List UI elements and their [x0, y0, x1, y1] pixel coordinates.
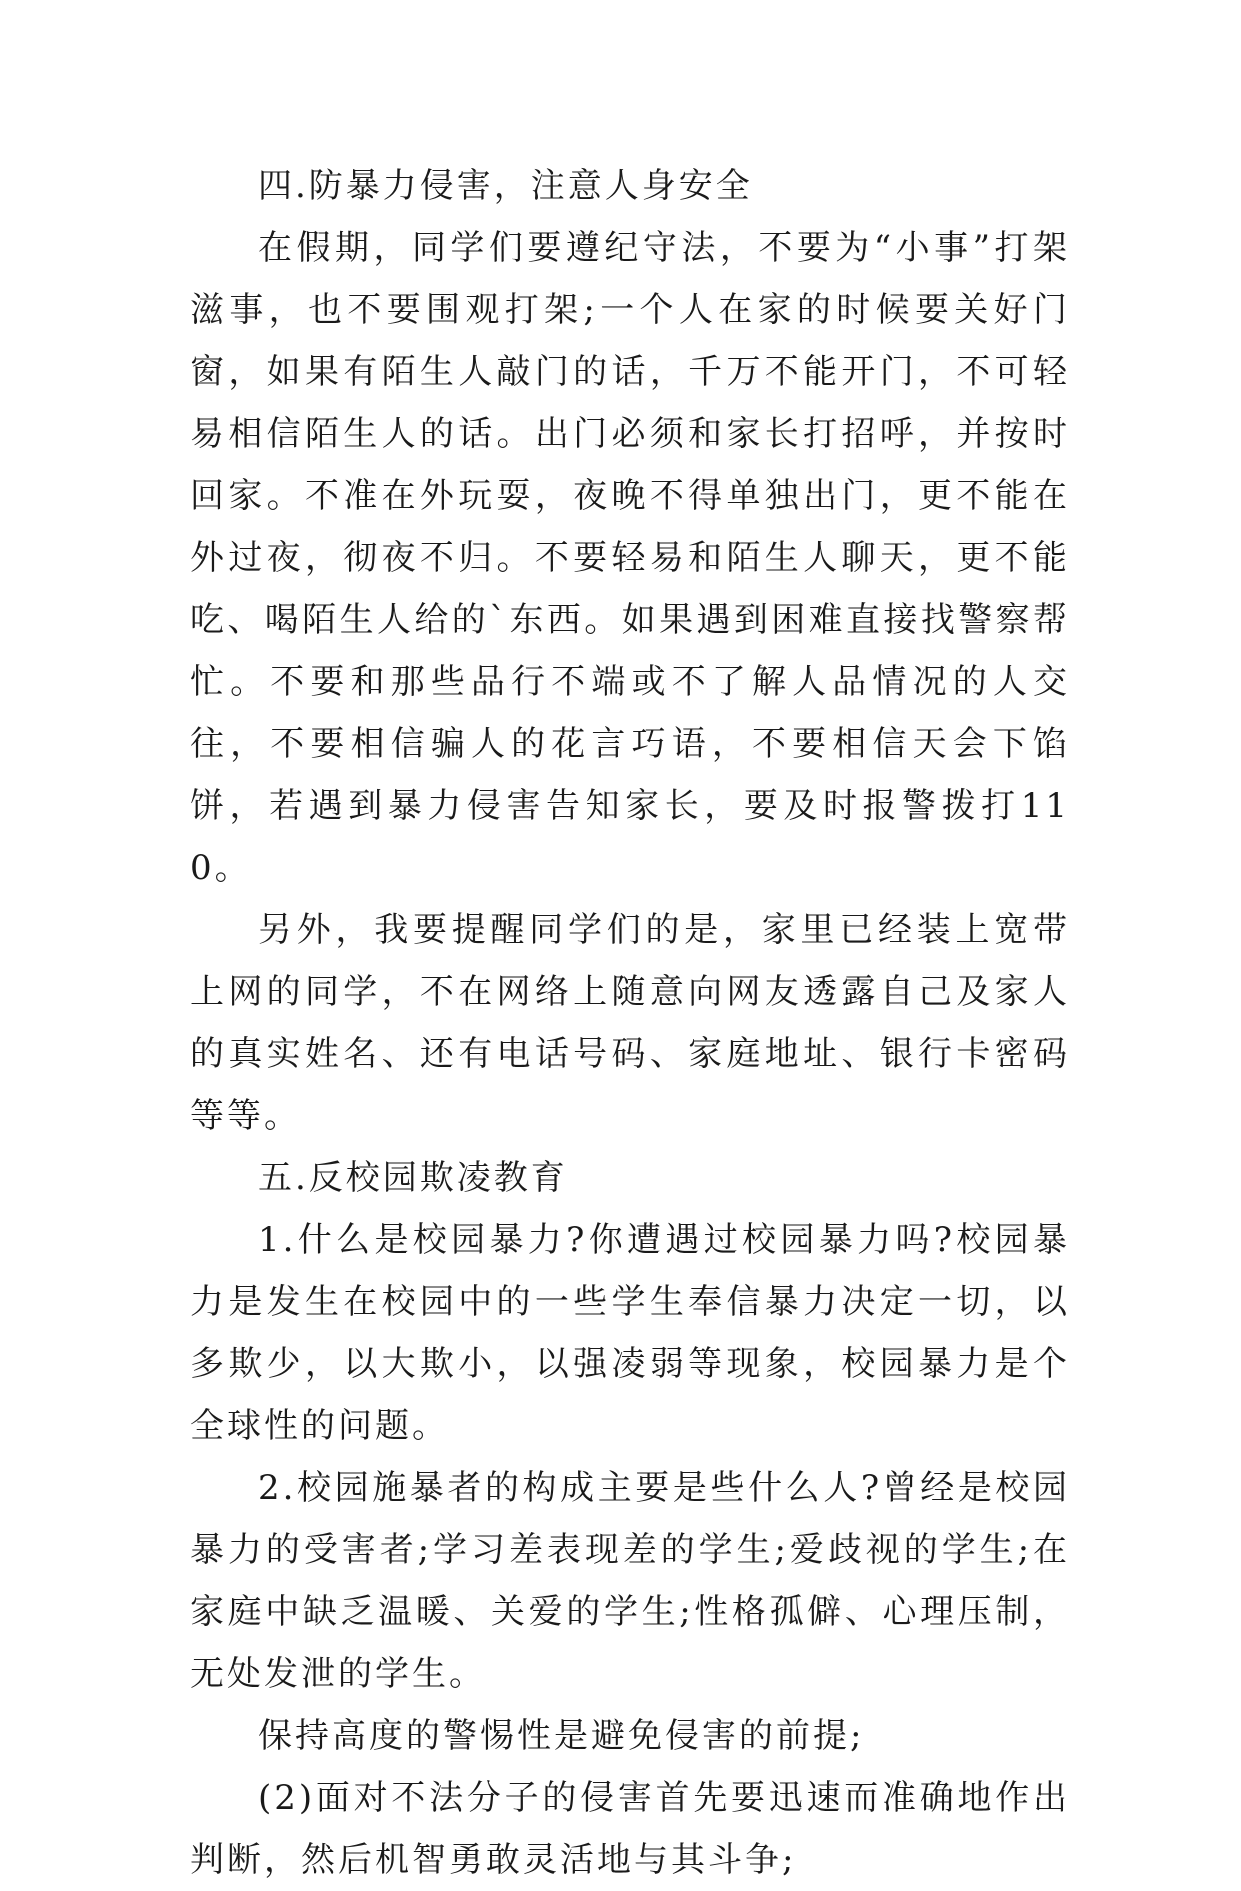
paragraph-perpetrators: 2.校园施暴者的构成主要是些什么人?曾经是校园暴力的受害者;学习差表现差的学生;爱歧视的学生;在家庭中缺乏温暖、关爱的学生;性格孤僻、心理压制，无处发泄的学生。 — [190, 1468, 1070, 1694]
paragraph-what-is-school-violence: 1.什么是校园暴力?你遭遇过校园暴力吗?校园暴力是发生在校园中的一些学生奉信暴力决定一切，以多欺少，以大欺小，以强凌弱等现象，校园暴力是个全球性的问题。 — [190, 1220, 1070, 1446]
section-heading-5: 五.反校园欺凌教育 — [258, 1158, 568, 1198]
document-body — [190, 155, 1070, 1891]
section-heading-4: 四.防暴力侵害，注意人身安全 — [258, 166, 753, 206]
paragraph-vigilance: 保持高度的警惕性是避免侵害的前提; — [258, 1716, 865, 1756]
paragraph-response: (2)面对不法分子的侵害首先要迅速而准确地作出判断，然后机智勇敢灵活地与其斗争; — [190, 1778, 1070, 1880]
paragraph-safety-advice: 在假期，同学们要遵纪守法，不要为“小事”打架滋事，也不要围观打架;一个人在家的时候要关好门窗，如果有陌生人敲门的话，千万不能开门，不可轻易相信陌生人的话。出门必须和家长打招呼，并按时回家。不准在外玩耍，夜晚不得单独出门，更不能在外过夜，彻夜不归。不要轻易和陌生人聊天，更不能吃、喝陌生人给的`东西。如果遇到困难直接找警察帮忙。不要和那些品行不端或不了解人品情况的人交往，不要相信骗人的花言巧语，不要相信天会下馅饼，若遇到暴力侵害告知家长，要及时报警拨打110。 — [190, 228, 1070, 888]
paragraph-internet-warning: 另外，我要提醒同学们的是，家里已经装上宽带上网的同学，不在网络上随意向网友透露自己及家人的真实姓名、还有电话号码、家庭地址、银行卡密码等等。 — [190, 910, 1070, 1136]
